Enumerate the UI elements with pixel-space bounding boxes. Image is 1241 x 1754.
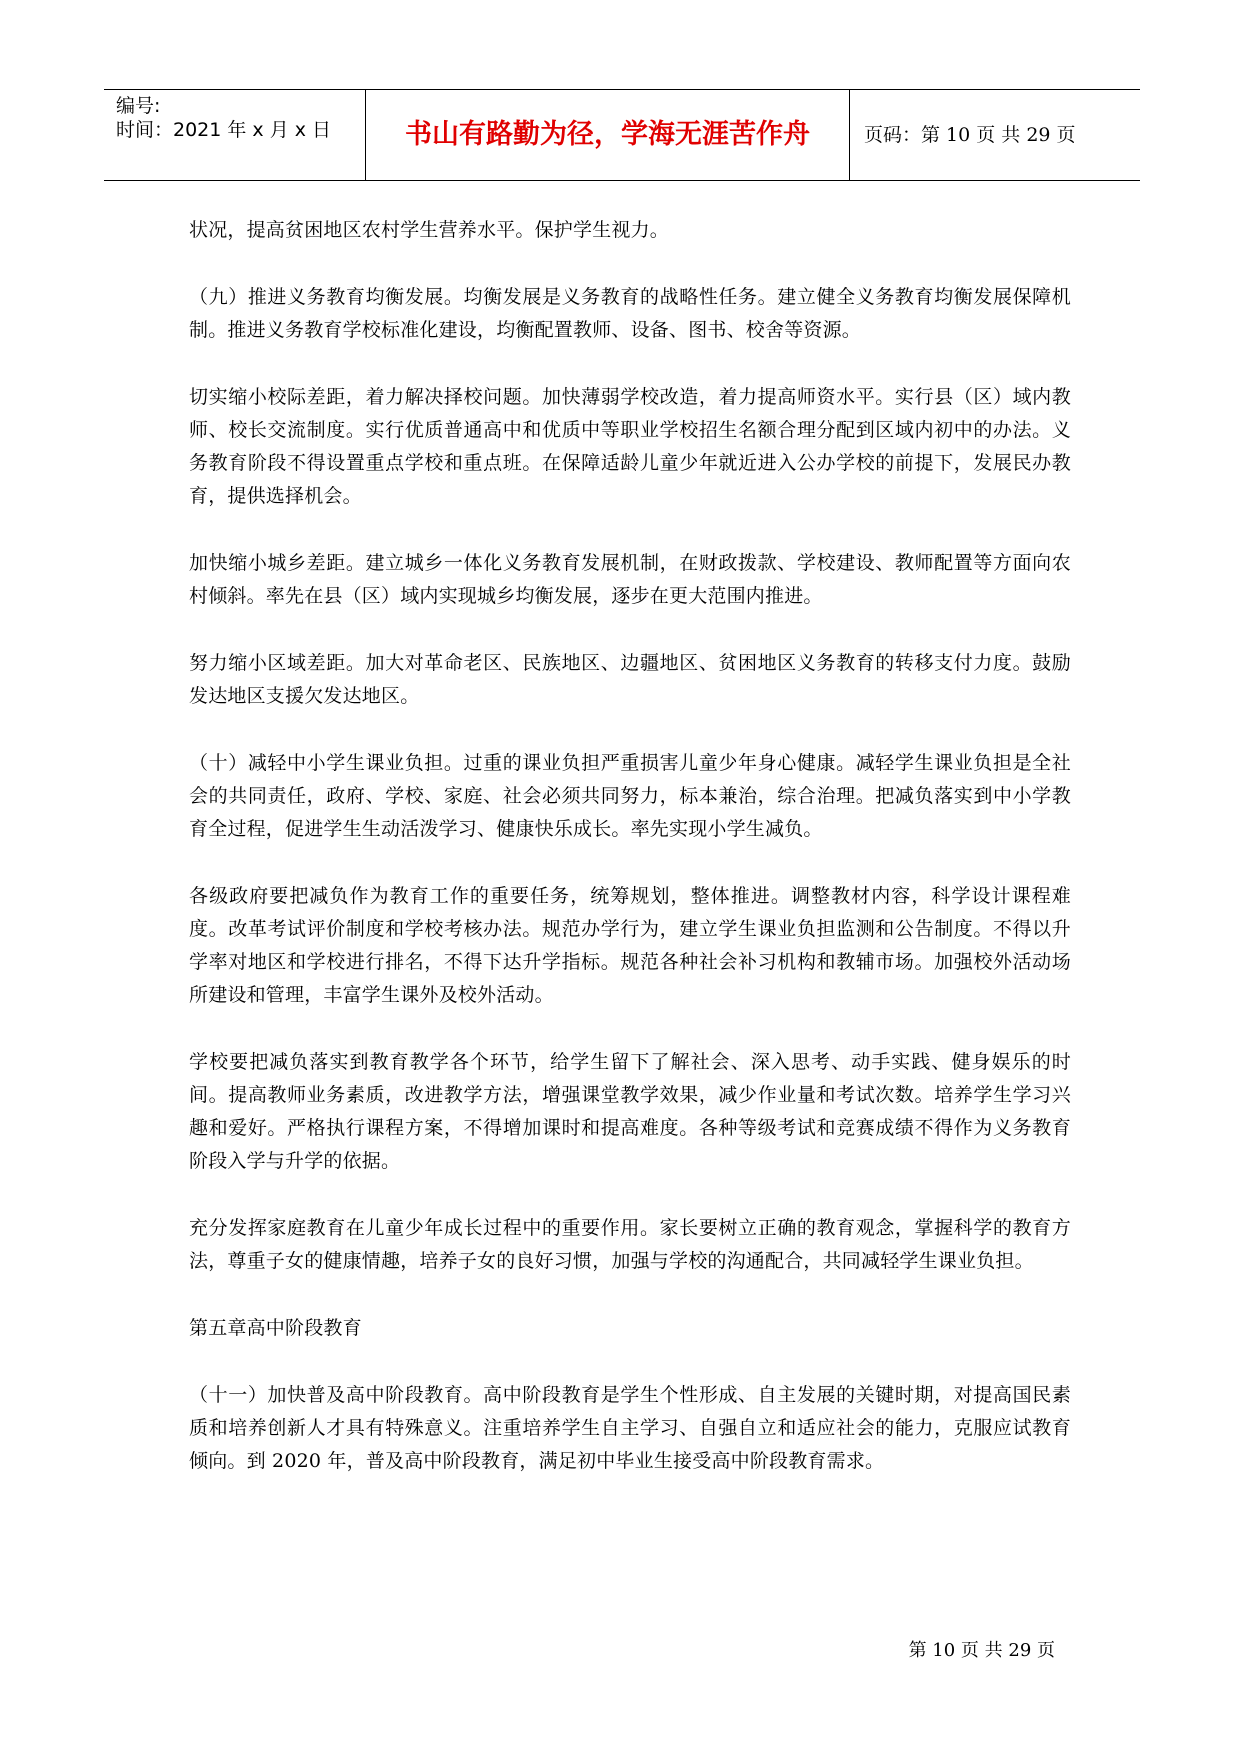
paragraph: 学校要把减负落实到教育教学各个环节，给学生留下了解社会、深入思考、动手实践、健身娱乐的时间。提高教师业务素质，改进教学方法，增强课堂教学效果，减少作业量和考试次数。培养学生学习兴趣和爱好。严格执行课程方案，不得增加课时和提高难度。各种等级考试和竞赛成绩不得作为义务教育阶段入学与升学的依据。 [189,1051,1071,1172]
header-info-cell [104,90,366,180]
paragraph: （十）减轻中小学生课业负担。过重的课业负担严重损害儿童少年身心健康。减轻学生课业负担是全社会的共同责任，政府、学校、家庭、社会必须共同努力，标本兼治，综合治理。把减负落实到中小学教育全过程，促进学生生动活泼学习、健康快乐成长。率先实现小学生减负。 [189,752,1071,840]
chapter-heading: 第五章高中阶段教育 [189,1317,362,1339]
document-header [104,89,1140,181]
paragraph: 充分发挥家庭教育在儿童少年成长过程中的重要作用。家长要树立正确的教育观念，掌握科学的教育方法，尊重子女的健康情趣，培养子女的良好习惯，加强与学校的沟通配合，共同减轻学生课业负担。 [189,1217,1071,1272]
paragraph: （九）推进义务教育均衡发展。均衡发展是义务教育的战略性任务。建立健全义务教育均衡发展保障机制。推进义务教育学校标准化建设，均衡配置教师、设备、图书、校舍等资源。 [189,286,1071,341]
header-page-code: 页码：第 10 页 共 29 页 [864,124,1076,146]
header-motto-cell [366,90,850,180]
document-time-line: 时间：2021 年 x 月 x 日 [116,119,332,141]
header-page-cell [850,90,1140,180]
document-number-label: 编号: [116,95,161,117]
page-footer: 第 10 页 共 29 页 [908,1640,1055,1661]
paragraph: 努力缩小区域差距。加大对革命老区、民族地区、边疆地区、贫困地区义务教育的转移支付力度。鼓励发达地区支援欠发达地区。 [189,652,1071,707]
paragraph: 切实缩小校际差距，着力解决择校问题。加快薄弱学校改造，着力提高师资水平。实行县（区）域内教师、校长交流制度。实行优质普通高中和优质中等职业学校招生名额合理分配到区域内初中的办法。义务教育阶段不得设置重点学校和重点班。在保障适龄儿童少年就近进入公办学校的前提下，发展民办教育，提供选择机会。 [189,386,1071,507]
paragraph: 状况，提高贫困地区农村学生营养水平。保护学生视力。 [189,219,670,241]
header-motto: 书山有路勤为径，学海无涯苦作舟 [405,119,810,150]
paragraph: （十一）加快普及高中阶段教育。高中阶段教育是学生个性形成、自主发展的关键时期，对提高国民素质和培养创新人才具有特殊意义。注重培养学生自主学习、自强自立和适应社会的能力，克服应试教育倾向。到 2020 年，普及高中阶段教育，满足初中毕业生接受高中阶段教育需求。 [189,1384,1071,1472]
document-body [189,214,1071,1512]
paragraph: 加快缩小城乡差距。建立城乡一体化义务教育发展机制，在财政拨款、学校建设、教师配置等方面向农村倾斜。率先在县（区）域内实现城乡均衡发展，逐步在更大范围内推进。 [189,552,1071,607]
paragraph: 各级政府要把减负作为教育工作的重要任务，统筹规划，整体推进。调整教材内容，科学设计课程难度。改革考试评价制度和学校考核办法。规范办学行为，建立学生课业负担监测和公告制度。不得以升学率对地区和学校进行排名，不得下达升学指标。规范各种社会补习机构和教辅市场。加强校外活动场所建设和管理，丰富学生课外及校外活动。 [189,885,1071,1006]
